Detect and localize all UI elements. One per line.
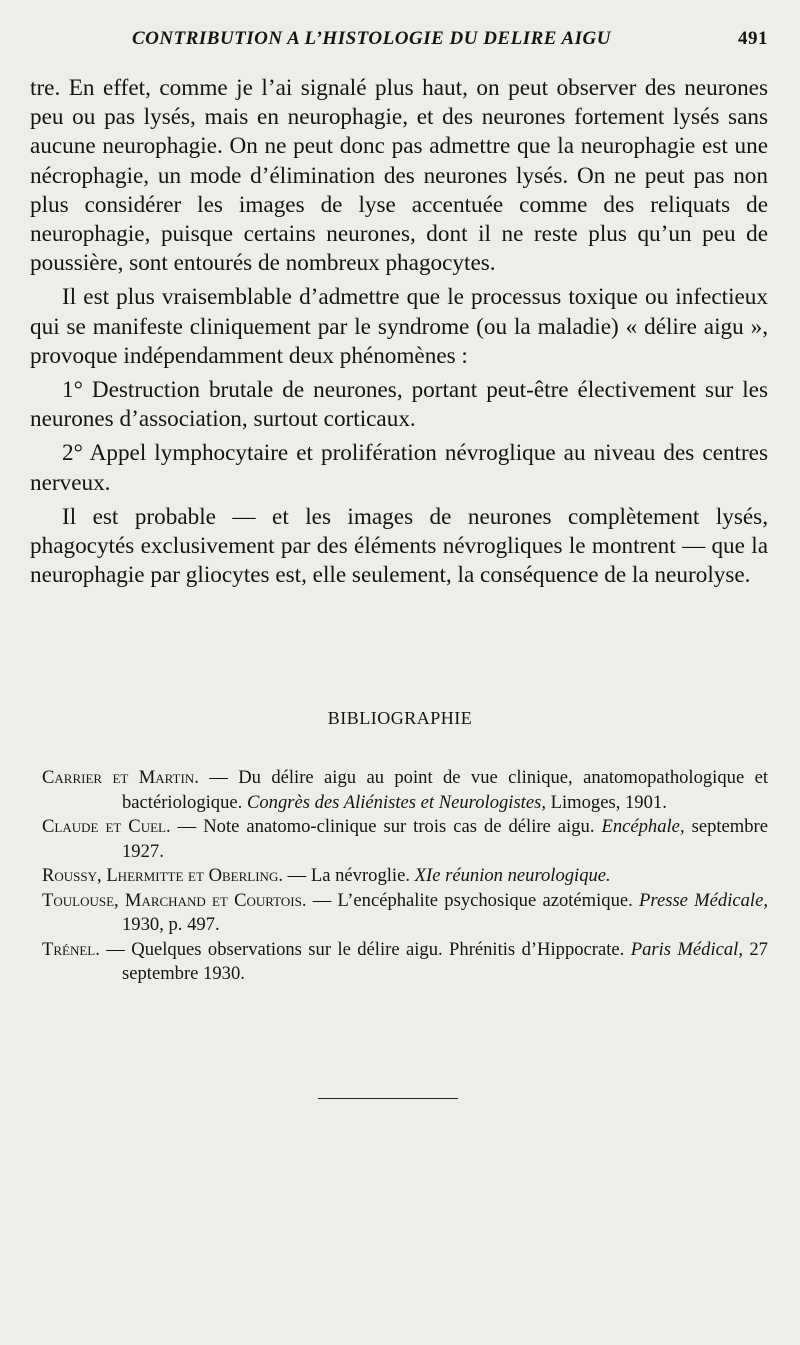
bibliography-entry — [42, 938, 768, 987]
running-header — [32, 28, 768, 56]
entry-source: Presse Médicale, — [639, 889, 768, 911]
entry-source: Encéphale, — [601, 816, 685, 837]
paragraph: Il est probable — et les images de neurones complètement lysés, phagocytés exclusivement par des éléments névrogliques le montrent — que la neurophagie par gliocytes est, elle seulement, la conséquence de la neurolyse. — [30, 503, 768, 589]
bibliography-entry — [42, 815, 768, 864]
entry-authors: Toulouse, Marchand et Courtois. — [42, 889, 307, 911]
entry-authors: Trénel. — [42, 938, 100, 960]
entry-source: Paris Médical, — [630, 938, 743, 960]
end-rule — [318, 1098, 458, 1099]
paragraph: tre. En effet, comme je l’ai signalé plus haut, on peut observer des neurones peu ou pas lysés, mais en neurophagie, et des neurones fortement lysés sans aucune neurophagie. On ne peut donc pas admettre que la neurophagie est une nécrophagie, un mode d’élimination des neurones lysés. On ne peut pas non plus considérer les images de lyse accentuée comme des reliquats de neurophagie, puisque certains neurones, dont il ne reste plus qu’un peu de poussière, sont entourés de nombreux phagocytes. — [30, 75, 768, 277]
entry-text: — Note anatomo-clinique sur trois cas de délire aigu. — [170, 816, 602, 837]
entry-source: Congrès des Aliénistes et Neurologistes, — [246, 791, 546, 813]
paragraph: 1° Destruction brutale de neurones, portant peut-être électivement sur les neurones d’association, surtout corticaux. — [30, 377, 768, 433]
running-title: CONTRIBUTION A L’HISTOLOGIE DU DELIRE AIGU — [132, 28, 612, 49]
bibliography-entry — [42, 864, 768, 889]
entry-source: XIe réunion neurologique. — [414, 865, 611, 886]
entry-authors: Carrier et Martin. — [42, 767, 199, 788]
bibliography-entry — [42, 766, 768, 815]
paragraph: 2° Appel lymphocytaire et prolifération névroglique au niveau des centres nerveux. — [30, 440, 768, 496]
bibliography-entry — [42, 889, 768, 938]
entry-authors: Roussy, Lhermitte et Oberling. — [42, 865, 283, 886]
bibliography-title: BIBLIOGRAPHIE — [327, 708, 473, 728]
page-number: 491 — [738, 28, 768, 49]
paragraph: Il est plus vraisemblable d’admettre que le processus toxique ou infectieux qui se manifeste cliniquement par le syndrome (ou la maladie) « délire aigu », provoque indépendamment deux phénomènes : — [30, 284, 768, 369]
entry-tail: 1930, p. 497. — [122, 914, 220, 935]
bibliography-list — [42, 766, 768, 987]
entry-tail: Limoges, 1901. — [546, 791, 667, 813]
entry-text: — La névroglie. — [282, 865, 415, 886]
entry-text: — L’encéphalite psychosique azotémique. — [306, 889, 640, 911]
entry-tail: 27 septembre 1930. — [122, 938, 768, 984]
entry-authors: Claude et Cuel. — [42, 816, 171, 837]
entry-text: — Du délire aigu au point de vue clinique, anatomopathologique et bactériologique. — [122, 767, 769, 813]
body-text — [30, 74, 768, 595]
entry-tail: septembre 1927. — [122, 816, 768, 862]
entry-text: — Quelques observations sur le délire aigu. Phrénitis d’Hippocrate. — [99, 938, 631, 960]
